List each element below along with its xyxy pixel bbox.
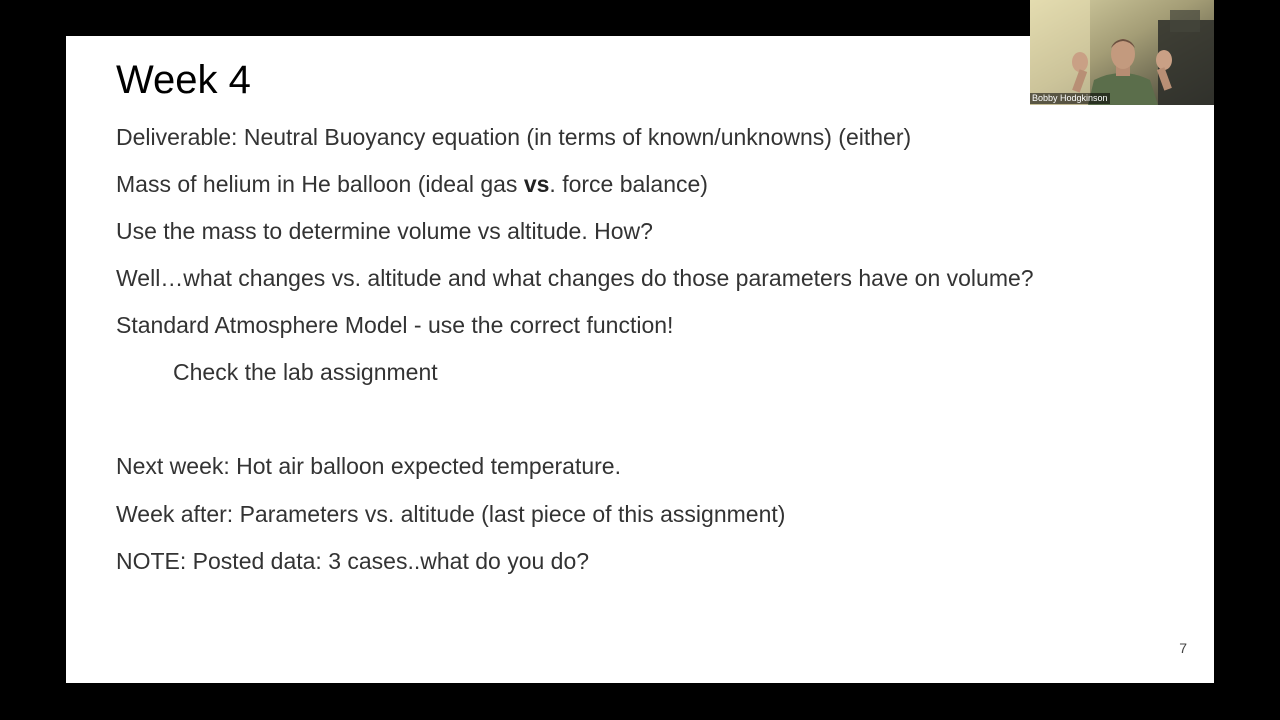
participant-name-label: Bobby Hodgkinson <box>1032 93 1108 104</box>
slide-line-week-after: Week after: Parameters vs. altitude (last piece of this assignment) <box>116 501 786 527</box>
slide-line-helium-mass-end: . force balance) <box>549 171 708 197</box>
slide-line-helium-mass <box>116 171 708 199</box>
presentation-slide <box>66 36 1214 683</box>
slide-number: 7 <box>1179 640 1187 656</box>
slide-line-volume-altitude: Use the mass to determine volume vs altitude. How? <box>116 218 653 244</box>
participant-video-tile[interactable] <box>1030 0 1214 105</box>
participant-video-icon <box>1030 0 1214 105</box>
slide-line-standard-atmosphere: Standard Atmosphere Model - use the correct function! <box>116 312 674 338</box>
slide-line-deliverable: Deliverable: Neutral Buoyancy equation (in terms of known/unknowns) (either) <box>116 124 912 150</box>
slide-line-next-week: Next week: Hot air balloon expected temperature. <box>116 453 621 479</box>
slide-line-lab-assignment: Check the lab assignment <box>173 359 438 385</box>
slide-line-helium-mass-start: Mass of helium in He balloon (ideal gas <box>116 171 524 197</box>
slide-line-helium-mass-bold: vs <box>523 171 550 197</box>
slide-title: Week 4 <box>116 58 251 102</box>
slide-line-note: NOTE: Posted data: 3 cases..what do you do? <box>116 548 590 574</box>
slide-line-altitude-changes: Well…what changes vs. altitude and what changes do those parameters have on volume? <box>116 265 1034 291</box>
